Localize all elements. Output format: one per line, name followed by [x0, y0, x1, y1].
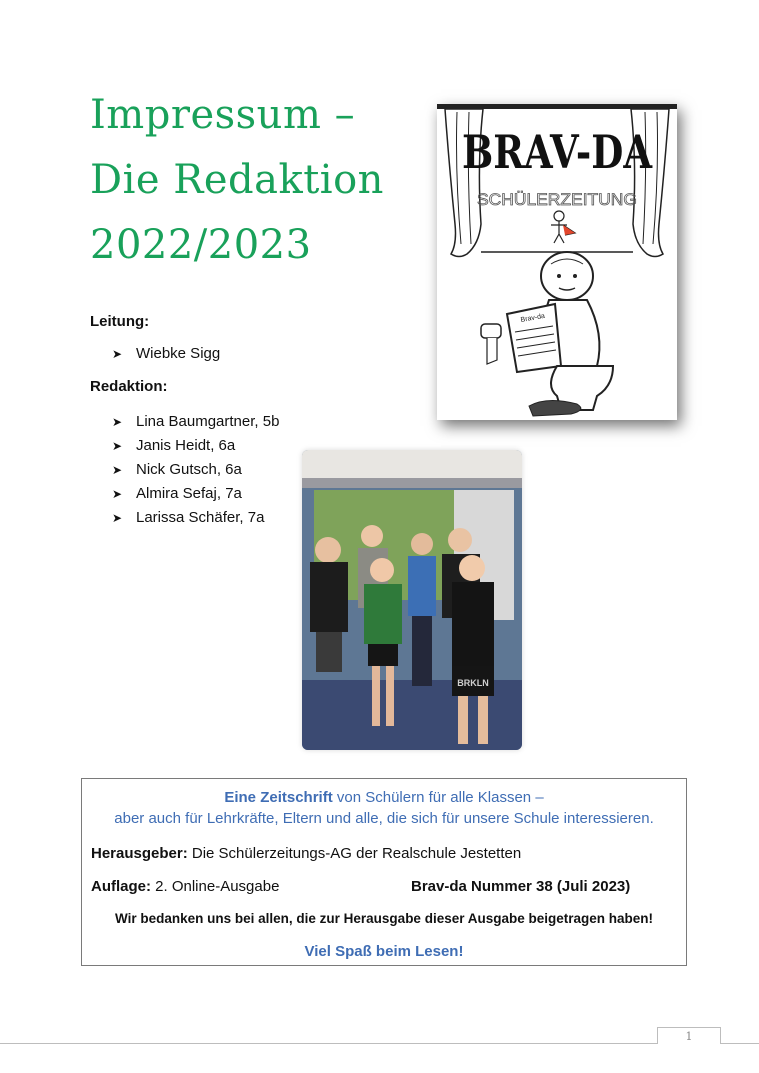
member-name: Almira Sefaj, 7a — [136, 485, 242, 502]
list-item — [112, 506, 279, 530]
thanks-text: Wir bedanken uns bei allen, die zur Herausgabe dieser Ausgabe beigetragen haben! — [114, 911, 654, 926]
photo-window-frame — [302, 478, 522, 488]
redaktion-list — [112, 410, 279, 530]
info-line-1-rest: von Schülern für alle Klassen – — [332, 789, 544, 806]
toilet-paper-icon — [481, 324, 501, 364]
character-feet — [529, 400, 581, 416]
cover-masthead: BRAV-DA — [462, 125, 654, 179]
page-number: 1 — [657, 1027, 721, 1044]
arrow-bullet-icon: ➤ — [112, 439, 123, 453]
info-line-1-bold: Eine Zeitschrift — [224, 789, 333, 806]
cover-illustration — [437, 104, 677, 420]
character-left-eye — [557, 274, 561, 278]
list-item — [112, 410, 279, 434]
newspaper-text: Brav-da — [520, 312, 546, 324]
member-name: Lina Baumgartner, 5b — [136, 413, 280, 430]
photo-ceiling — [302, 450, 522, 478]
list-item — [112, 482, 279, 506]
team-photo — [302, 450, 522, 750]
member-name: Nick Gutsch, 6a — [136, 461, 242, 478]
arrow-bullet-icon: ➤ — [112, 511, 123, 525]
footer-divider — [0, 1043, 759, 1044]
publisher-value: Die Schülerzeitungs-AG der Realschule Jestetten — [187, 845, 522, 862]
info-line-1 — [82, 789, 686, 806]
team-photo-illustration — [302, 450, 522, 750]
newspaper-illustration — [507, 304, 561, 372]
page-title-line-3: 2022/2023 — [90, 222, 312, 268]
list-item — [112, 434, 279, 458]
issue-number: Brav-da Nummer 38 (Juli 2023) — [411, 878, 631, 895]
arrow-bullet-icon: ➤ — [112, 347, 123, 361]
member-name: Janis Heidt, 6a — [136, 437, 236, 454]
magazine-cover-image — [437, 104, 677, 420]
member-name: Larissa Schäfer, 7a — [136, 509, 265, 526]
member-name: Wiebke Sigg — [136, 345, 221, 362]
list-item — [112, 458, 279, 482]
edition-value: 2. Online-Ausgabe — [151, 878, 280, 895]
page-title-line-1: Impressum – — [90, 92, 356, 138]
cover-subtitle: SCHÜLERZEITUNG — [477, 190, 637, 209]
info-line-2: aber auch für Lehrkräfte, Eltern und alle, die sich für unsere Schule interessieren. — [114, 810, 654, 827]
publication-info-box — [81, 778, 687, 966]
publisher-row — [91, 845, 686, 862]
publisher-label: Herausgeber: — [91, 845, 188, 862]
character-right-eye — [573, 274, 577, 278]
redaktion-label: Redaktion: — [90, 378, 168, 395]
leitung-list — [112, 342, 220, 366]
shirt-text: BRKLN — [457, 678, 489, 688]
superhero-head — [554, 211, 564, 221]
leitung-label: Leitung: — [90, 313, 150, 330]
arrow-bullet-icon: ➤ — [112, 463, 123, 477]
list-item — [112, 342, 220, 366]
arrow-bullet-icon: ➤ — [112, 487, 123, 501]
page-title-line-2: Die Redaktion — [90, 157, 384, 203]
edition-label: Auflage: — [91, 878, 151, 895]
arrow-bullet-icon: ➤ — [112, 415, 123, 429]
enjoy-text: Viel Spaß beim Lesen! — [304, 943, 464, 960]
